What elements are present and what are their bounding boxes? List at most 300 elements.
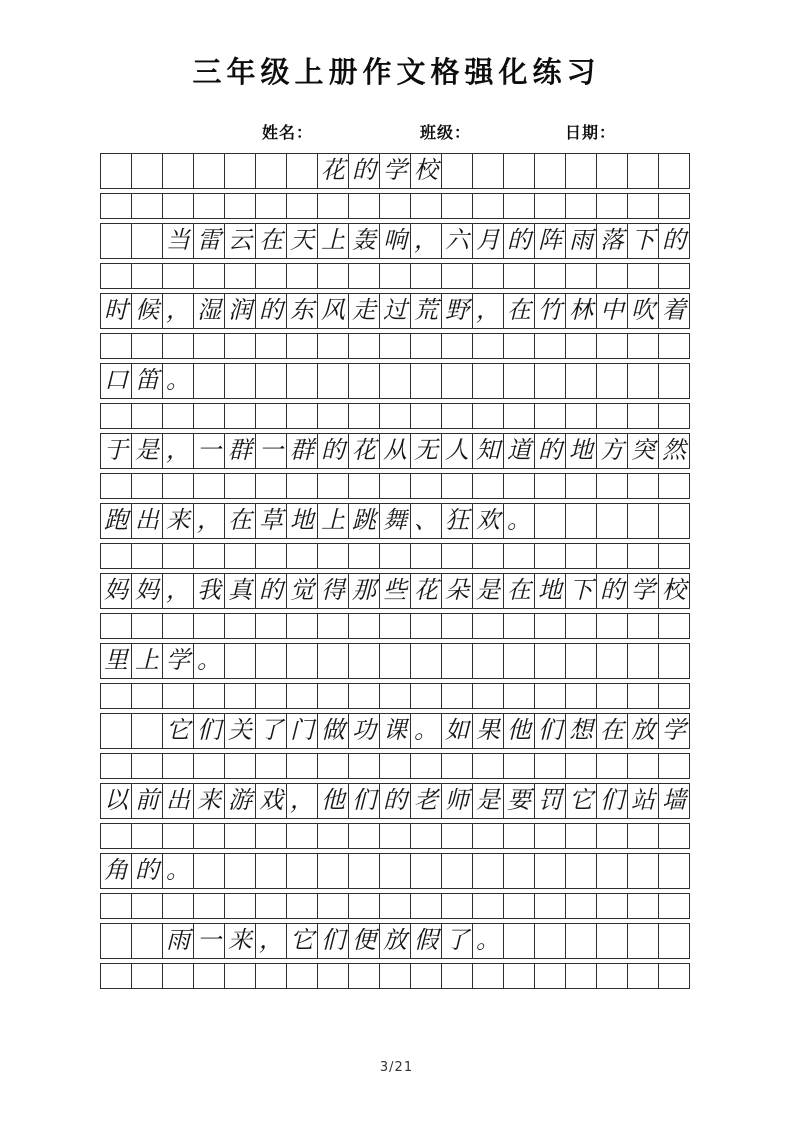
grid-cell <box>410 333 442 359</box>
grid-cell <box>131 193 163 219</box>
spacer-row <box>100 473 690 499</box>
grid-cell <box>534 643 566 679</box>
grid-cell <box>410 363 442 399</box>
grid-cell <box>627 923 659 959</box>
grid-cell: 月 <box>472 223 504 259</box>
grid-cell <box>255 643 287 679</box>
writing-row <box>100 643 690 679</box>
grid-cell <box>193 363 225 399</box>
grid-cell <box>534 473 566 499</box>
grid-cell: 雷 <box>193 223 225 259</box>
grid-cell <box>503 613 535 639</box>
grid-cell <box>565 923 597 959</box>
grid-cell: 在 <box>503 573 535 609</box>
grid-cell <box>162 893 194 919</box>
spacer-row <box>100 823 690 849</box>
grid-cell: 真 <box>224 573 256 609</box>
grid-cell: 想 <box>565 713 597 749</box>
grid-cell <box>162 333 194 359</box>
grid-cell <box>627 543 659 569</box>
grid-cell <box>441 193 473 219</box>
grid-cell: 学 <box>627 573 659 609</box>
grid-cell <box>596 333 628 359</box>
grid-cell <box>224 193 256 219</box>
grid-cell <box>348 893 380 919</box>
grid-cell <box>441 853 473 889</box>
grid-cell <box>596 893 628 919</box>
grid-cell: 觉 <box>286 573 318 609</box>
grid-cell <box>348 683 380 709</box>
grid-cell: 妈 <box>100 573 132 609</box>
grid-cell <box>472 613 504 639</box>
grid-cell: 吹 <box>627 293 659 329</box>
grid-cell <box>224 363 256 399</box>
grid-cell: 上 <box>131 643 163 679</box>
grid-cell <box>255 363 287 399</box>
grid-cell: 地 <box>534 573 566 609</box>
grid-cell: 角 <box>100 853 132 889</box>
grid-cell: 他 <box>317 783 349 819</box>
grid-cell <box>255 823 287 849</box>
grid-cell <box>379 543 411 569</box>
grid-cell: 风 <box>317 293 349 329</box>
grid-cell <box>596 643 628 679</box>
grid-cell: 一 <box>193 433 225 469</box>
grid-cell <box>255 753 287 779</box>
grid-cell: 做 <box>317 713 349 749</box>
grid-cell <box>534 753 566 779</box>
grid-cell <box>348 823 380 849</box>
grid-cell <box>441 363 473 399</box>
grid-cell <box>565 543 597 569</box>
grid-cell: 狂 <box>441 503 473 539</box>
grid-cell <box>379 403 411 429</box>
grid-cell <box>131 713 163 749</box>
grid-cell: 知 <box>472 433 504 469</box>
grid-cell <box>658 263 690 289</box>
grid-cell <box>286 333 318 359</box>
grid-cell <box>596 923 628 959</box>
grid-cell <box>410 613 442 639</box>
grid-cell: 便 <box>348 923 380 959</box>
grid-cell <box>131 923 163 959</box>
grid-cell <box>658 753 690 779</box>
grid-cell <box>224 613 256 639</box>
grid-cell <box>658 153 690 189</box>
grid-cell <box>131 223 163 259</box>
grid-cell <box>658 193 690 219</box>
grid-cell <box>410 893 442 919</box>
name-label: 姓名： <box>262 123 314 142</box>
grid-cell <box>379 683 411 709</box>
grid-cell <box>658 923 690 959</box>
grid-cell: 下 <box>627 223 659 259</box>
grid-cell <box>596 153 628 189</box>
grid-cell <box>565 893 597 919</box>
grid-cell <box>131 613 163 639</box>
grid-cell <box>441 823 473 849</box>
grid-cell <box>100 543 132 569</box>
grid-cell <box>503 963 535 989</box>
grid-cell <box>255 893 287 919</box>
grid-cell: ， <box>410 223 442 259</box>
grid-cell <box>472 853 504 889</box>
grid-cell <box>224 893 256 919</box>
grid-cell <box>534 543 566 569</box>
grid-cell <box>627 193 659 219</box>
grid-cell <box>565 683 597 709</box>
grid-cell: 跳 <box>348 503 380 539</box>
grid-cell <box>472 823 504 849</box>
grid-cell <box>131 963 163 989</box>
grid-cell: 在 <box>503 293 535 329</box>
grid-cell: 舞 <box>379 503 411 539</box>
grid-cell: 在 <box>596 713 628 749</box>
grid-cell <box>534 963 566 989</box>
grid-cell: 来 <box>224 923 256 959</box>
grid-cell <box>100 223 132 259</box>
spacer-row <box>100 403 690 429</box>
grid-cell <box>100 473 132 499</box>
grid-cell: 从 <box>379 433 411 469</box>
grid-cell <box>658 333 690 359</box>
grid-cell <box>503 823 535 849</box>
grid-cell: 花 <box>410 573 442 609</box>
grid-cell <box>255 853 287 889</box>
grid-cell <box>286 153 318 189</box>
spacer-row <box>100 683 690 709</box>
grid-cell <box>441 893 473 919</box>
grid-cell: 假 <box>410 923 442 959</box>
grid-cell <box>131 333 163 359</box>
grid-cell <box>317 333 349 359</box>
grid-cell <box>100 893 132 919</box>
grid-cell: 戏 <box>255 783 287 819</box>
grid-cell <box>100 263 132 289</box>
grid-cell <box>162 263 194 289</box>
grid-cell: 。 <box>472 923 504 959</box>
grid-cell: ， <box>286 783 318 819</box>
grid-cell <box>410 193 442 219</box>
grid-cell <box>286 853 318 889</box>
grid-cell: 得 <box>317 573 349 609</box>
grid-cell: 们 <box>534 713 566 749</box>
grid-cell <box>503 643 535 679</box>
grid-cell <box>565 853 597 889</box>
grid-cell: 野 <box>441 293 473 329</box>
grid-cell: 欢 <box>472 503 504 539</box>
grid-cell <box>441 683 473 709</box>
grid-cell <box>379 963 411 989</box>
grid-cell: 下 <box>565 573 597 609</box>
grid-cell <box>286 543 318 569</box>
grid-cell <box>565 403 597 429</box>
grid-cell <box>503 923 535 959</box>
grid-cell <box>255 543 287 569</box>
grid-cell <box>224 543 256 569</box>
grid-cell <box>193 333 225 359</box>
grid-cell <box>410 403 442 429</box>
grid-cell <box>596 473 628 499</box>
grid-cell <box>596 753 628 779</box>
grid-cell: 学 <box>162 643 194 679</box>
grid-cell <box>131 893 163 919</box>
grid-cell <box>627 893 659 919</box>
grid-cell <box>317 853 349 889</box>
grid-cell: 走 <box>348 293 380 329</box>
grid-cell <box>193 753 225 779</box>
grid-cell <box>317 363 349 399</box>
grid-cell <box>472 363 504 399</box>
grid-cell: 云 <box>224 223 256 259</box>
grid-cell <box>100 963 132 989</box>
grid-cell <box>286 963 318 989</box>
grid-cell: 的 <box>348 153 380 189</box>
grid-cell <box>317 403 349 429</box>
grid-cell <box>534 683 566 709</box>
grid-cell: 一 <box>255 433 287 469</box>
grid-cell: 轰 <box>348 223 380 259</box>
page-number: 3/21 <box>379 1060 414 1075</box>
grid-cell: 游 <box>224 783 256 819</box>
grid-cell: 笛 <box>131 363 163 399</box>
grid-cell <box>348 613 380 639</box>
grid-cell <box>379 363 411 399</box>
grid-cell: 花 <box>348 433 380 469</box>
composition-grid <box>100 153 690 993</box>
grid-cell: 候 <box>131 293 163 329</box>
grid-cell <box>627 153 659 189</box>
grid-cell <box>193 473 225 499</box>
grid-cell: 的 <box>658 223 690 259</box>
grid-cell <box>317 963 349 989</box>
grid-cell: 。 <box>162 363 194 399</box>
grid-cell <box>348 753 380 779</box>
spacer-row <box>100 333 690 359</box>
writing-row <box>100 223 690 259</box>
grid-cell <box>627 473 659 499</box>
grid-cell: 阵 <box>534 223 566 259</box>
grid-cell <box>317 543 349 569</box>
grid-cell <box>379 643 411 679</box>
grid-cell <box>286 363 318 399</box>
grid-cell <box>565 823 597 849</box>
grid-cell: 湿 <box>193 293 225 329</box>
worksheet-title: 三年级上册作文格强化练习 <box>192 55 601 89</box>
grid-cell: 站 <box>627 783 659 819</box>
writing-row <box>100 783 690 819</box>
grid-cell <box>503 363 535 399</box>
grid-cell <box>658 473 690 499</box>
grid-cell <box>410 473 442 499</box>
grid-cell <box>627 613 659 639</box>
grid-cell <box>255 193 287 219</box>
grid-cell <box>534 193 566 219</box>
grid-cell: 要 <box>503 783 535 819</box>
grid-cell: 在 <box>224 503 256 539</box>
grid-cell <box>565 753 597 779</box>
grid-cell: 们 <box>348 783 380 819</box>
grid-cell: 中 <box>596 293 628 329</box>
grid-cell <box>348 963 380 989</box>
grid-cell <box>565 263 597 289</box>
grid-cell <box>100 683 132 709</box>
grid-cell <box>162 823 194 849</box>
grid-cell <box>565 963 597 989</box>
grid-cell: 的 <box>534 433 566 469</box>
grid-cell: 来 <box>162 503 194 539</box>
grid-cell: 学 <box>379 153 411 189</box>
grid-cell <box>472 893 504 919</box>
grid-cell <box>131 823 163 849</box>
grid-cell <box>224 753 256 779</box>
grid-cell <box>348 853 380 889</box>
grid-cell: 时 <box>100 293 132 329</box>
grid-cell <box>100 923 132 959</box>
grid-cell <box>348 333 380 359</box>
grid-cell <box>658 363 690 399</box>
grid-cell <box>534 503 566 539</box>
grid-cell <box>503 893 535 919</box>
grid-cell <box>255 333 287 359</box>
grid-cell <box>193 613 225 639</box>
grid-cell: 突 <box>627 433 659 469</box>
grid-cell: 是 <box>472 573 504 609</box>
grid-cell <box>503 333 535 359</box>
grid-cell <box>255 473 287 499</box>
grid-cell <box>627 683 659 709</box>
grid-cell <box>441 333 473 359</box>
grid-cell: 。 <box>162 853 194 889</box>
header-fields <box>0 120 793 144</box>
grid-cell: ， <box>162 573 194 609</box>
grid-cell <box>627 643 659 679</box>
grid-cell <box>379 263 411 289</box>
grid-cell: 我 <box>193 573 225 609</box>
grid-cell: ， <box>472 293 504 329</box>
grid-cell <box>472 403 504 429</box>
grid-cell <box>100 193 132 219</box>
writing-row <box>100 923 690 959</box>
grid-cell: 一 <box>193 923 225 959</box>
grid-cell: 方 <box>596 433 628 469</box>
grid-cell <box>441 613 473 639</box>
grid-cell <box>193 193 225 219</box>
grid-cell <box>410 853 442 889</box>
grid-cell <box>441 153 473 189</box>
grid-cell <box>472 333 504 359</box>
grid-cell <box>131 753 163 779</box>
grid-cell <box>658 683 690 709</box>
grid-cell <box>348 473 380 499</box>
grid-cell: 、 <box>410 503 442 539</box>
grid-cell: 他 <box>503 713 535 749</box>
grid-cell <box>627 853 659 889</box>
grid-cell <box>193 153 225 189</box>
grid-cell <box>627 753 659 779</box>
grid-cell <box>224 683 256 709</box>
grid-cell: 于 <box>100 433 132 469</box>
grid-cell <box>472 683 504 709</box>
grid-cell <box>379 853 411 889</box>
grid-cell <box>410 543 442 569</box>
grid-cell: 功 <box>348 713 380 749</box>
writing-row <box>100 153 690 189</box>
grid-cell <box>596 263 628 289</box>
grid-cell: 学 <box>658 713 690 749</box>
grid-cell: 雨 <box>162 923 194 959</box>
grid-cell: 的 <box>596 573 628 609</box>
grid-cell <box>565 193 597 219</box>
grid-cell <box>224 853 256 889</box>
grid-cell <box>317 263 349 289</box>
grid-cell <box>379 753 411 779</box>
grid-cell: 林 <box>565 293 597 329</box>
grid-cell: 着 <box>658 293 690 329</box>
grid-cell <box>596 823 628 849</box>
grid-cell: 道 <box>503 433 535 469</box>
grid-cell <box>565 363 597 399</box>
grid-cell <box>317 753 349 779</box>
grid-cell <box>286 193 318 219</box>
grid-cell <box>286 753 318 779</box>
grid-cell <box>627 263 659 289</box>
grid-cell: 过 <box>379 293 411 329</box>
grid-cell <box>503 683 535 709</box>
grid-cell <box>534 153 566 189</box>
grid-cell <box>410 263 442 289</box>
grid-cell <box>596 963 628 989</box>
grid-cell <box>472 963 504 989</box>
grid-cell: 上 <box>317 223 349 259</box>
grid-cell <box>627 503 659 539</box>
grid-cell: 如 <box>441 713 473 749</box>
writing-row <box>100 433 690 469</box>
grid-cell <box>658 893 690 919</box>
grid-cell <box>658 963 690 989</box>
grid-cell <box>658 823 690 849</box>
grid-cell: 妈 <box>131 573 163 609</box>
grid-cell <box>379 613 411 639</box>
grid-cell <box>379 893 411 919</box>
spacer-row <box>100 613 690 639</box>
grid-cell <box>317 193 349 219</box>
grid-cell: 来 <box>193 783 225 819</box>
grid-cell <box>286 613 318 639</box>
grid-cell <box>534 403 566 429</box>
grid-cell: 放 <box>627 713 659 749</box>
grid-cell <box>100 333 132 359</box>
grid-cell <box>658 613 690 639</box>
grid-cell: 花 <box>317 153 349 189</box>
grid-cell <box>534 923 566 959</box>
grid-cell: ， <box>162 293 194 329</box>
grid-cell <box>255 963 287 989</box>
grid-cell: 的 <box>379 783 411 819</box>
grid-cell <box>286 823 318 849</box>
grid-cell <box>441 543 473 569</box>
grid-cell <box>255 263 287 289</box>
grid-cell: 六 <box>441 223 473 259</box>
grid-cell <box>596 683 628 709</box>
grid-cell <box>627 823 659 849</box>
grid-cell: 。 <box>193 643 225 679</box>
grid-cell <box>627 403 659 429</box>
grid-cell: 雨 <box>565 223 597 259</box>
grid-cell <box>100 613 132 639</box>
grid-cell <box>348 543 380 569</box>
grid-cell: 们 <box>317 923 349 959</box>
